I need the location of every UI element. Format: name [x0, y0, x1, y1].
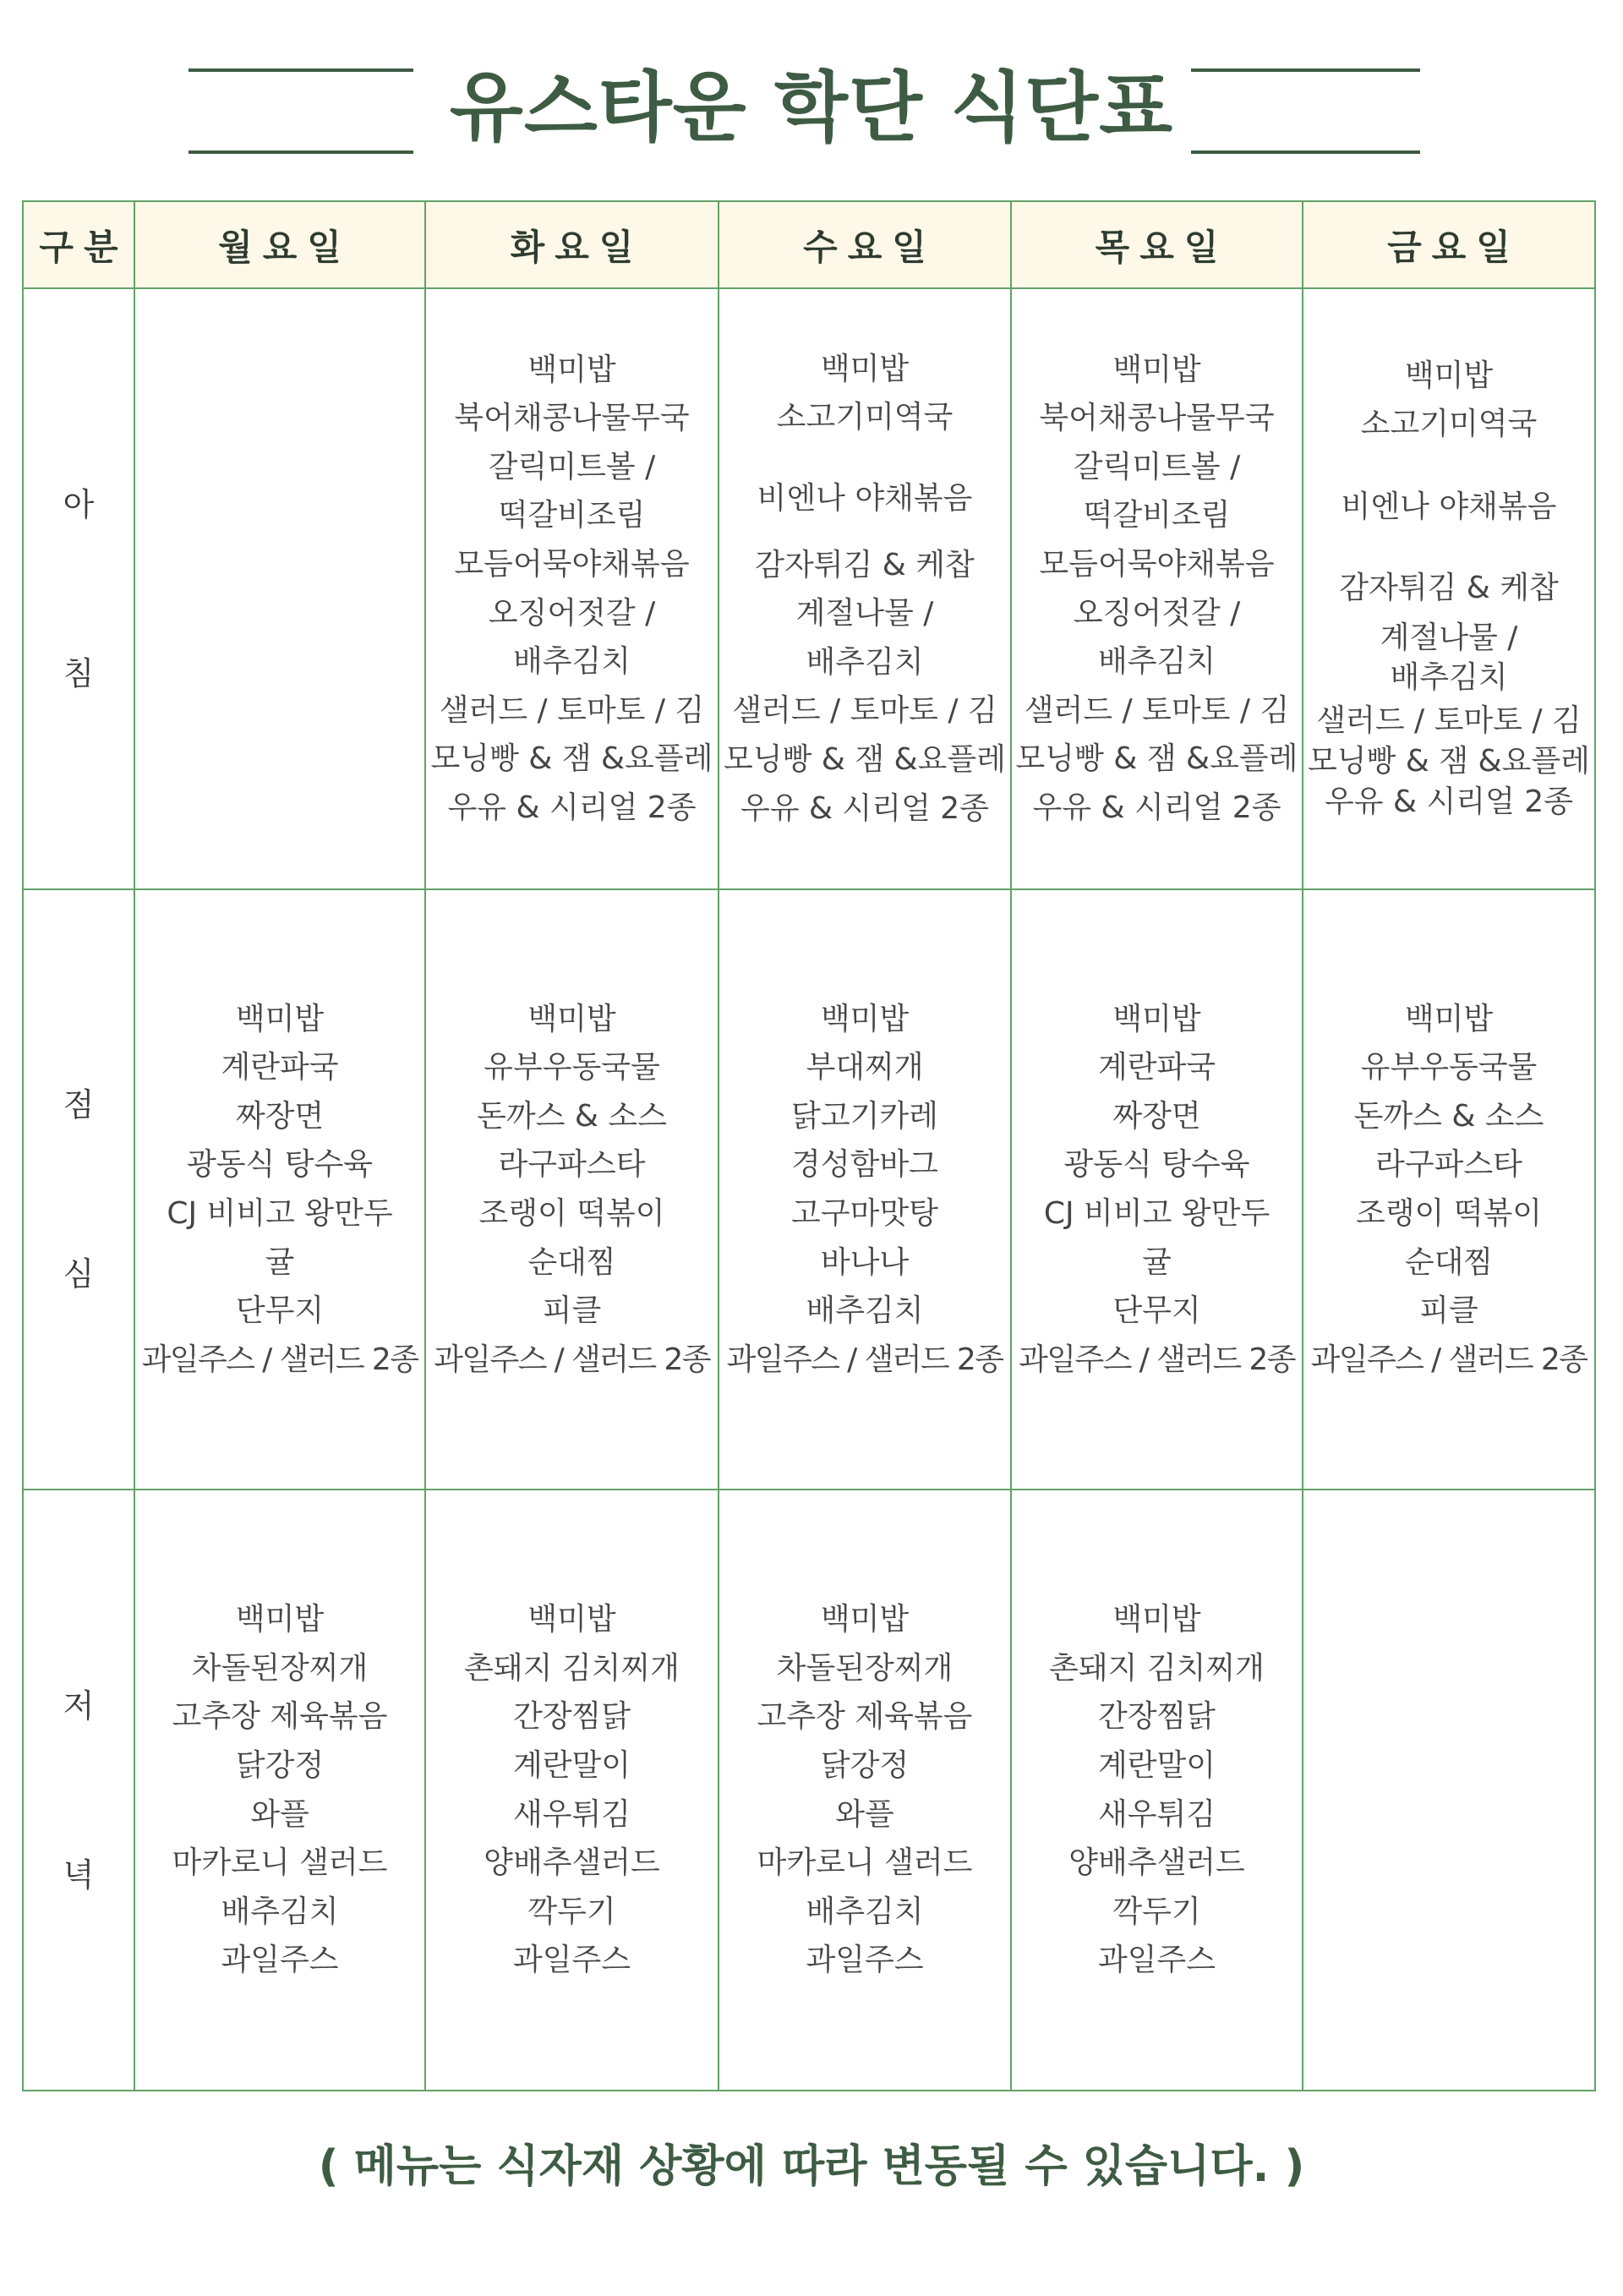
menu-item: 양배추샐러드	[484, 1845, 660, 1881]
menu-item: 백미밥	[1112, 1001, 1201, 1036]
menu-item: 감자튀김 & 케찹	[1339, 570, 1559, 605]
menu-item: 라구파스타	[498, 1147, 646, 1183]
menu-item: 과일주스 / 샐러드 2종	[1019, 1342, 1295, 1377]
meal-label-char: 심	[63, 1255, 95, 1293]
menu-item: 고구마맛탕	[791, 1196, 938, 1231]
menu-item: 과일주스 / 샐러드 2종	[434, 1342, 710, 1377]
menu-cell-lunch-tue	[426, 890, 719, 1490]
menu-item: 우유 & 시리얼 2종	[447, 790, 697, 825]
menu-item: 갈릭미트볼 /	[488, 449, 656, 484]
weekly-menu-table	[22, 200, 1596, 2091]
menu-item: 샐러드 / 토마토 / 김	[439, 692, 705, 728]
menu-item: 백미밥	[527, 1602, 616, 1637]
menu-item: 새우튀김	[1097, 1796, 1216, 1832]
menu-item: 과일주스	[1097, 1943, 1216, 1978]
menu-cell-dinner-fri	[1303, 1490, 1596, 2091]
menu-item: 백미밥	[820, 1602, 910, 1637]
menu-item: 모듬어묵야채볶음	[1039, 546, 1275, 582]
menu-item: 백미밥	[1404, 358, 1494, 393]
header-category: 구분	[24, 202, 135, 289]
menu-item: 피클	[542, 1293, 602, 1329]
menu-item: 갈릭미트볼 /	[1073, 449, 1241, 484]
menu-item: 피클	[1419, 1293, 1478, 1329]
menu-item: 과일주스 / 샐러드 2종	[726, 1342, 1003, 1377]
menu-cell-breakfast-fri	[1303, 289, 1596, 890]
menu-item: 촌돼지 김치찌개	[1049, 1650, 1265, 1686]
menu-item: 마카로니 샐러드	[172, 1845, 388, 1881]
menu-item: 모듬어묵야채볶음	[454, 546, 690, 582]
menu-item: 와플	[250, 1796, 309, 1832]
menu-item: 과일주스 / 샐러드 2종	[141, 1342, 418, 1377]
menu-item: 차돌된장찌개	[776, 1650, 954, 1686]
menu-cell-lunch-fri	[1303, 890, 1596, 1490]
menu-item: 비엔나 야채볶음	[757, 481, 973, 517]
meal-label-char: 아	[63, 485, 95, 523]
meal-label-breakfast	[24, 289, 135, 890]
menu-item: 감자튀김 & 케찹	[755, 547, 975, 582]
menu-item: 우유 & 시리얼 2종	[740, 790, 989, 826]
menu-item: 짜장면	[235, 1098, 325, 1134]
menu-item: 촌돼지 김치찌개	[464, 1650, 680, 1686]
menu-item: 단무지	[235, 1293, 325, 1329]
header-day-wed: 수요일	[719, 202, 1012, 289]
menu-item: 새우튀김	[512, 1796, 631, 1832]
menu-item: 배추김치	[221, 1894, 339, 1929]
menu-item: 오징어젓갈 /	[1073, 595, 1241, 631]
menu-item: 오징어젓갈 /	[488, 595, 656, 631]
meal-label-char: 녁	[63, 1856, 95, 1894]
menu-item: 간장찜닭	[1097, 1699, 1216, 1735]
menu-cell-dinner-tue	[426, 1490, 719, 2091]
menu-item: 백미밥	[527, 1001, 616, 1036]
menu-item: 부대찌개	[806, 1050, 924, 1085]
menu-item: 조랭이 떡볶이	[1355, 1196, 1543, 1231]
header-day-mon: 월요일	[135, 202, 426, 289]
menu-item: 조랭이 떡볶이	[478, 1196, 665, 1231]
menu-item: 백미밥	[820, 1001, 910, 1036]
meal-label-char: 저	[63, 1686, 95, 1725]
menu-item: 샐러드 / 토마토 / 김	[1316, 703, 1582, 739]
menu-item: 닭강정	[820, 1747, 910, 1783]
menu-item: 샐러드 / 토마토 / 김	[732, 693, 997, 729]
menu-item: 모닝빵 & 잼 &요플레	[1015, 741, 1298, 777]
menu-item: 광동식 탕수육	[186, 1147, 374, 1183]
menu-item: 간장찜닭	[512, 1699, 631, 1735]
menu-cell-lunch-thu	[1012, 890, 1303, 1490]
menu-item: 계란말이	[512, 1747, 631, 1783]
menu-item: 소고기미역국	[776, 400, 954, 435]
menu-item: 광동식 탕수육	[1063, 1147, 1250, 1183]
menu-item: 순대찜	[1404, 1244, 1494, 1280]
menu-item: 과일주스	[512, 1943, 631, 1978]
menu-item: 모닝빵 & 잼 &요플레	[724, 741, 1006, 777]
menu-item: 과일주스	[221, 1943, 339, 1978]
menu-cell-dinner-wed	[719, 1490, 1012, 2091]
menu-cell-breakfast-tue	[426, 289, 719, 890]
menu-item: 귤	[1142, 1244, 1172, 1280]
menu-item: 깍두기	[1112, 1894, 1201, 1929]
menu-item: 순대찜	[527, 1244, 616, 1280]
menu-item: 배추김치	[806, 1293, 924, 1329]
menu-item: 귤	[265, 1244, 295, 1280]
menu-item: 바나나	[820, 1244, 910, 1280]
title-rule-right-top	[1191, 68, 1420, 72]
meal-label-char: 점	[63, 1086, 95, 1123]
menu-item: 백미밥	[235, 1602, 325, 1637]
header-day-fri: 금요일	[1303, 202, 1596, 289]
menu-item: 와플	[835, 1796, 894, 1832]
page-title: 유스타운 학단 식단표	[449, 63, 1174, 152]
menu-item: 떡갈비조림	[498, 498, 646, 533]
menu-item: CJ 비비고 왕만두	[167, 1196, 393, 1231]
header-day-tue: 화요일	[426, 202, 719, 289]
menu-item: 배추김치	[806, 644, 924, 680]
meal-label-dinner	[24, 1490, 135, 2091]
menu-cell-breakfast-mon	[135, 289, 426, 890]
menu-cell-dinner-thu	[1012, 1490, 1303, 2091]
menu-item: 유부우동국물	[484, 1050, 660, 1085]
menu-item: 샐러드 / 토마토 / 김	[1024, 692, 1290, 728]
meal-label-lunch	[24, 890, 135, 1490]
menu-item: 백미밥	[1112, 1602, 1201, 1637]
menu-item: 고추장 제육볶음	[172, 1699, 388, 1735]
menu-item: CJ 비비고 왕만두	[1043, 1196, 1271, 1231]
menu-item: 배추김치	[1097, 644, 1216, 680]
menu-item: 양배추샐러드	[1068, 1845, 1245, 1881]
menu-item: 단무지	[1112, 1293, 1201, 1329]
menu-item: 마카로니 샐러드	[757, 1845, 973, 1881]
menu-item: 백미밥	[820, 351, 910, 386]
menu-item: 유부우동국물	[1360, 1050, 1538, 1085]
menu-cell-breakfast-wed	[719, 289, 1012, 890]
menu-item: 우유 & 시리얼 2종	[1032, 790, 1281, 825]
menu-item: 북어채콩나물무국	[1039, 401, 1275, 436]
menu-item: 고추장 제육볶음	[757, 1699, 973, 1735]
menu-item: 닭고기카레	[791, 1098, 938, 1134]
menu-item: 계란파국	[1097, 1050, 1216, 1085]
menu-item: 과일주스 / 샐러드 2종	[1310, 1342, 1587, 1377]
menu-item: 짜장면	[1112, 1098, 1201, 1134]
meal-label-char: 침	[63, 654, 95, 692]
menu-item: 계란말이	[1097, 1747, 1216, 1783]
menu-item: 돈까스 & 소스	[1353, 1098, 1544, 1134]
menu-item: 떡갈비조림	[1083, 498, 1231, 533]
menu-cell-breakfast-thu	[1012, 289, 1303, 890]
menu-item: 계란파국	[221, 1050, 339, 1085]
menu-item: 배추김치	[1390, 659, 1508, 695]
menu-item: 라구파스타	[1375, 1147, 1522, 1183]
menu-item: 모닝빵 & 잼 &요플레	[1308, 743, 1590, 779]
menu-item: 경성함바그	[791, 1147, 938, 1183]
menu-item: 차돌된장찌개	[191, 1650, 369, 1686]
menu-item: 배추김치	[512, 644, 631, 680]
menu-cell-dinner-mon	[135, 1490, 426, 2091]
menu-item: 배추김치	[806, 1894, 924, 1929]
menu-item: 돈까스 & 소스	[477, 1098, 667, 1134]
menu-item: 북어채콩나물무국	[454, 401, 690, 436]
menu-item: 비엔나 야채볶음	[1341, 489, 1557, 525]
menu-item: 닭강정	[235, 1747, 325, 1783]
header-day-thu: 목요일	[1012, 202, 1303, 289]
menu-item: 과일주스	[806, 1943, 924, 1978]
menu-item: 모닝빵 & 잼 &요플레	[430, 741, 713, 777]
menu-item: 백미밥	[235, 1001, 325, 1036]
menu-item: 소고기미역국	[1360, 407, 1538, 442]
menu-item: 백미밥	[1112, 352, 1201, 387]
title-rule-right-bottom	[1191, 150, 1420, 154]
menu-item: 우유 & 시리얼 2종	[1325, 784, 1573, 819]
menu-cell-lunch-wed	[719, 890, 1012, 1490]
menu-item: 깍두기	[527, 1894, 616, 1929]
menu-item: 계절나물 /	[1380, 620, 1518, 656]
menu-change-notice: ( 메뉴는 식자재 상황에 따라 변동될 수 있습니다. )	[318, 2141, 1305, 2192]
menu-item: 백미밥	[1404, 1001, 1494, 1036]
menu-item: 백미밥	[527, 352, 616, 387]
menu-item: 계절나물 /	[795, 596, 934, 631]
menu-cell-lunch-mon	[135, 890, 426, 1490]
